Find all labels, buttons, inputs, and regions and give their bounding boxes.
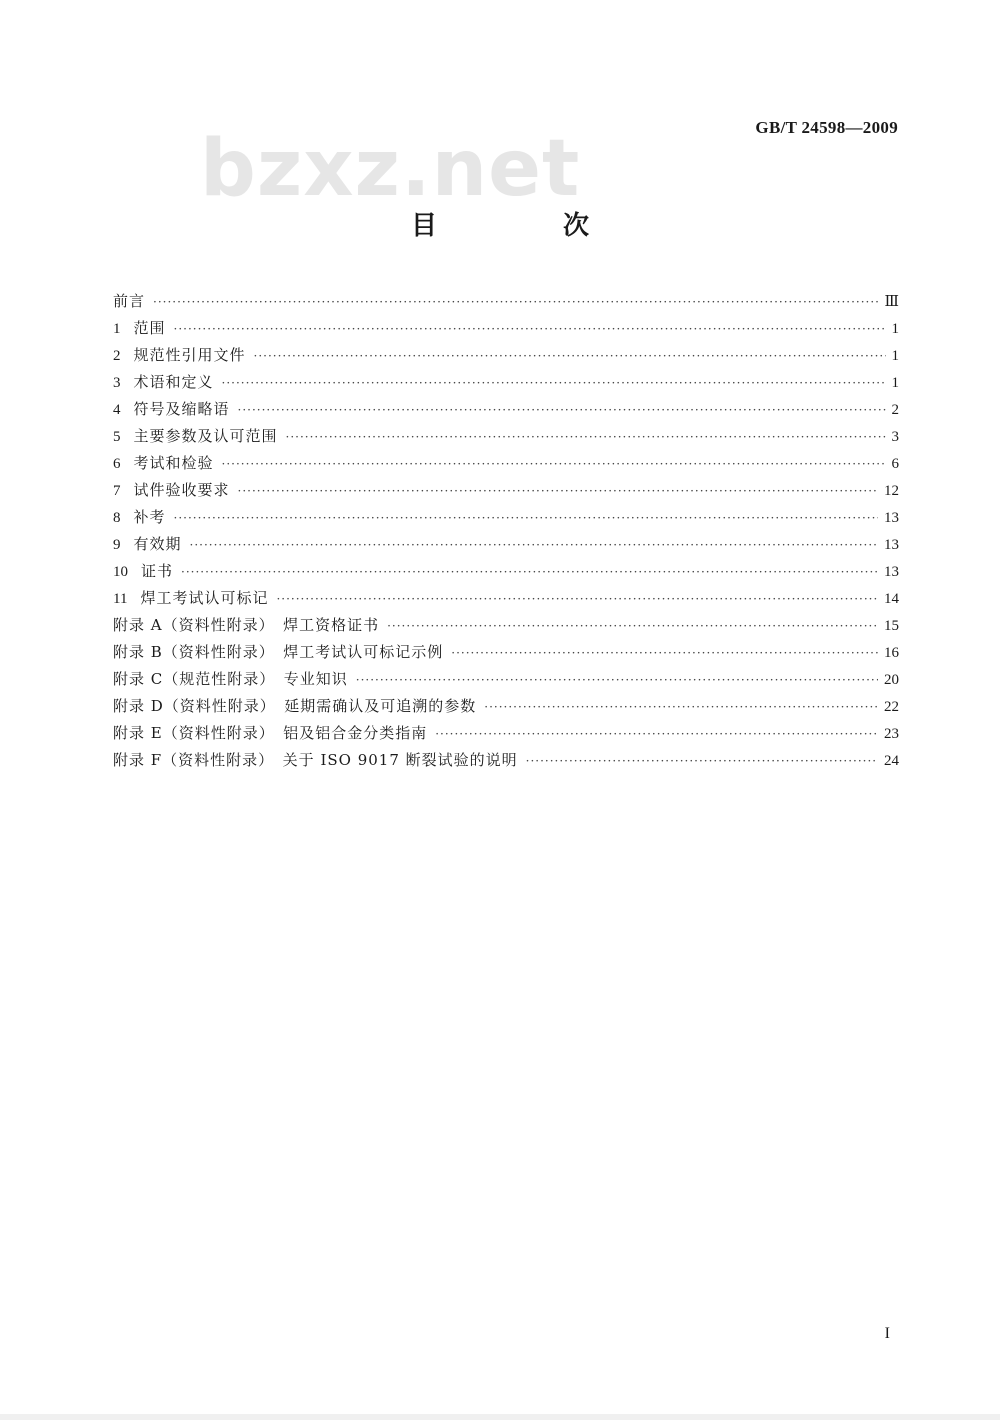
toc-entry-annex-c[interactable] (113, 668, 899, 695)
standard-code: GB/T 24598—2009 (755, 118, 898, 137)
toc-entry-5[interactable] (113, 425, 899, 452)
toc-entry-label: 符号及缩略语 (133, 400, 230, 418)
toc-entry-page: 6 (891, 456, 899, 472)
dot-leader (174, 511, 878, 525)
toc-entry-number: 4 (113, 402, 121, 418)
toc-entry-label: 有效期 (133, 535, 182, 553)
toc-entry-page: 13 (884, 510, 899, 526)
toc-entry-label: 焊工考试认可标记 (140, 589, 269, 607)
dot-leader (174, 322, 886, 336)
toc-entry-page: 1 (891, 321, 899, 337)
toc-entry-page: 2 (891, 402, 899, 418)
dot-leader (526, 754, 878, 768)
toc-entry-page: 14 (884, 591, 899, 607)
toc-entry-annex-d[interactable] (113, 695, 899, 722)
toc-entry-number: 8 (113, 510, 121, 526)
dot-leader (190, 538, 878, 552)
toc-entry-number: 7 (113, 483, 121, 499)
page-number: I (884, 1325, 890, 1342)
dot-leader (222, 457, 886, 471)
toc-entry-6[interactable] (113, 452, 899, 479)
toc-entry-page: Ⅲ (884, 294, 899, 310)
dot-leader (356, 673, 878, 687)
toc-entry-label: 术语和定义 (133, 373, 214, 391)
toc-entry-page: 22 (884, 699, 899, 715)
dot-leader (286, 430, 886, 444)
toc-entry-label: 范围 (133, 319, 166, 337)
toc-entry-8[interactable] (113, 506, 899, 533)
toc-entry-10[interactable] (113, 560, 899, 587)
toc-entry-page: 1 (891, 375, 899, 391)
watermark-logo: bzxz.net (200, 124, 581, 214)
dot-leader (276, 592, 878, 606)
toc-entry-number: 6 (113, 456, 121, 472)
toc-entry-page: 15 (884, 618, 899, 634)
dot-leader (238, 403, 886, 417)
toc-entry-number: 9 (113, 537, 121, 553)
dot-leader (484, 700, 878, 714)
toc-entry-page: 3 (891, 429, 899, 445)
toc-entry-number: 5 (113, 429, 121, 445)
toc-entry-page: 12 (884, 483, 899, 499)
toc-entry-label: 附录 F（资料性附录） 关于 ISO 9017 断裂试验的说明 (113, 751, 518, 769)
toc-entry-9[interactable] (113, 533, 899, 560)
toc-entry-label: 附录 A（资料性附录） 焊工资格证书 (113, 616, 380, 634)
toc-entry-page: 13 (884, 537, 899, 553)
toc-entry-number: 10 (113, 564, 128, 580)
toc-entry-label: 附录 D（资料性附录） 延期需确认及可追溯的参数 (113, 697, 477, 715)
toc-entry-annex-a[interactable] (113, 614, 899, 641)
toc-entry-page: 23 (884, 726, 899, 742)
dot-leader (387, 619, 878, 633)
toc-entry-4[interactable] (113, 398, 899, 425)
toc-entry-label: 前言 (113, 292, 146, 310)
toc-entry-label: 附录 B（资料性附录） 焊工考试认可标记示例 (113, 643, 444, 661)
dot-leader (181, 565, 878, 579)
toc-entry-number: 2 (113, 348, 121, 364)
toc-entry-annex-e[interactable] (113, 722, 899, 749)
dot-leader (153, 295, 879, 309)
dot-leader (254, 349, 886, 363)
toc-entry-label: 试件验收要求 (133, 481, 230, 499)
toc-entry-number: 11 (113, 591, 128, 607)
toc-entry-label: 证书 (141, 562, 174, 580)
toc-entry-page: 13 (884, 564, 899, 580)
dot-leader (451, 646, 878, 660)
toc-entry-label: 补考 (133, 508, 166, 526)
page-bottom-edge (0, 1414, 1000, 1420)
toc-entry-label: 考试和检验 (133, 454, 214, 472)
toc-entry-page: 20 (884, 672, 899, 688)
toc-entry-annex-f[interactable] (113, 749, 899, 776)
toc-entry-label: 规范性引用文件 (133, 346, 246, 364)
toc-entry-number: 1 (113, 321, 121, 337)
toc-entry-1[interactable] (113, 317, 899, 344)
toc-entry-page: 16 (884, 645, 899, 661)
toc-entry-2[interactable] (113, 344, 899, 371)
toc-entry-label: 主要参数及认可范围 (133, 427, 278, 445)
toc-entry-annex-b[interactable] (113, 641, 899, 668)
toc-entry-label: 附录 C（规范性附录） 专业知识 (113, 670, 348, 688)
toc-entry-3[interactable] (113, 371, 899, 398)
toc-entry-page: 24 (884, 753, 899, 769)
dot-leader (222, 376, 886, 390)
toc-entry-label: 附录 E（资料性附录） 铝及铝合金分类指南 (113, 724, 428, 742)
toc-entry-number: 3 (113, 375, 121, 391)
toc-entry-11[interactable] (113, 587, 899, 614)
table-of-contents (113, 290, 899, 776)
toc-entry-foreword[interactable] (113, 290, 899, 317)
toc-entry-page: 1 (891, 348, 899, 364)
dot-leader (435, 727, 878, 741)
toc-entry-7[interactable] (113, 479, 899, 506)
dot-leader (238, 484, 878, 498)
toc-title: 目 次 (410, 211, 639, 241)
